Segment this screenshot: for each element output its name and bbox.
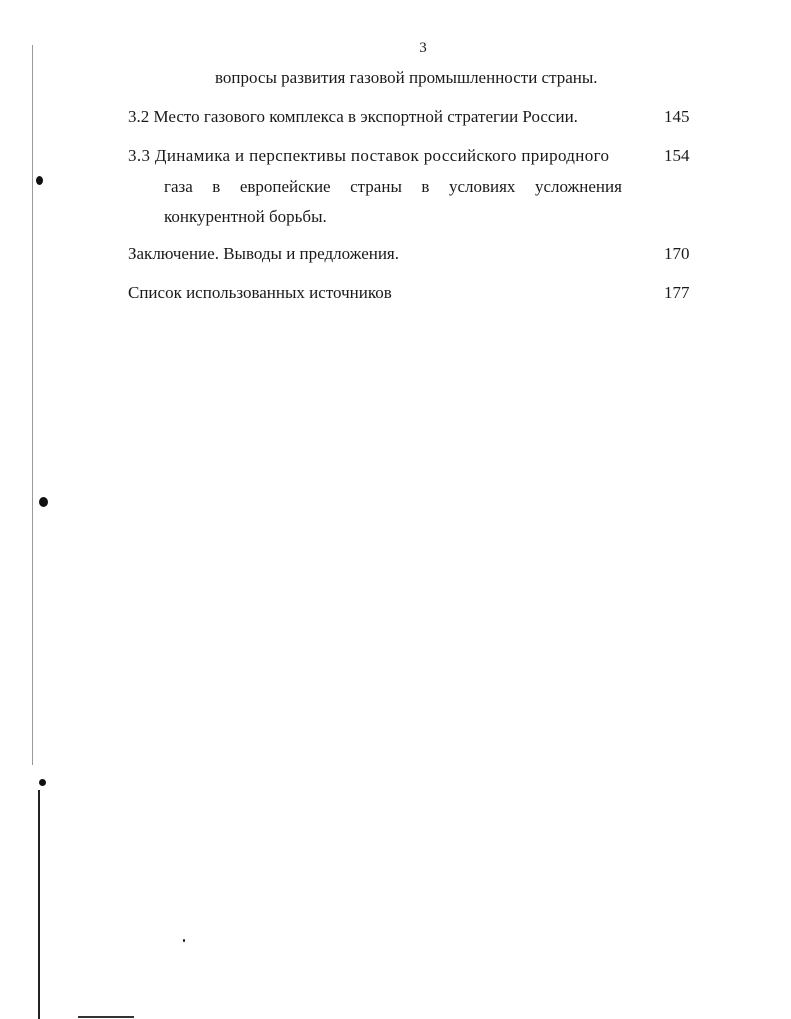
scan-bottom-bar	[78, 1016, 134, 1018]
toc-entry-conclusion: Заключение. Выводы и предложения.	[128, 244, 400, 263]
toc-page-3-2: 145	[664, 107, 690, 126]
toc-entry-3-3-line2	[164, 177, 622, 197]
toc-entry-3-3-line1: 3.3 Динамика и перспективы поставок российского природного	[128, 146, 610, 165]
toc-continuation-line: вопросы развития газовой промышленности страны.	[215, 68, 598, 87]
toc-word: европейские	[239, 177, 331, 196]
toc-page-3-3: 154	[664, 146, 690, 165]
page-number: 3	[419, 40, 427, 56]
toc-word: газа	[164, 177, 193, 196]
toc-word: страны	[350, 177, 402, 196]
toc-word: условиях	[448, 177, 516, 196]
scan-binding-line-lower	[38, 790, 40, 1019]
toc-page-references: 177	[664, 283, 690, 302]
toc-entry-references: Список использованных источников	[128, 283, 392, 302]
toc-page-conclusion: 170	[664, 244, 690, 263]
scan-binding-line-upper	[32, 45, 33, 765]
toc-word: в	[421, 177, 430, 196]
scan-blot	[39, 779, 46, 786]
scan-blot	[36, 176, 43, 185]
toc-word: в	[212, 177, 221, 196]
scan-speck	[183, 939, 185, 942]
toc-entry-3-3-line3: конкурентной борьбы.	[164, 207, 327, 226]
toc-word: усложнения	[534, 177, 622, 196]
scan-blot	[39, 497, 48, 507]
toc-entry-3-2: 3.2 Место газового комплекса в экспортной стратегии России.	[128, 107, 578, 126]
